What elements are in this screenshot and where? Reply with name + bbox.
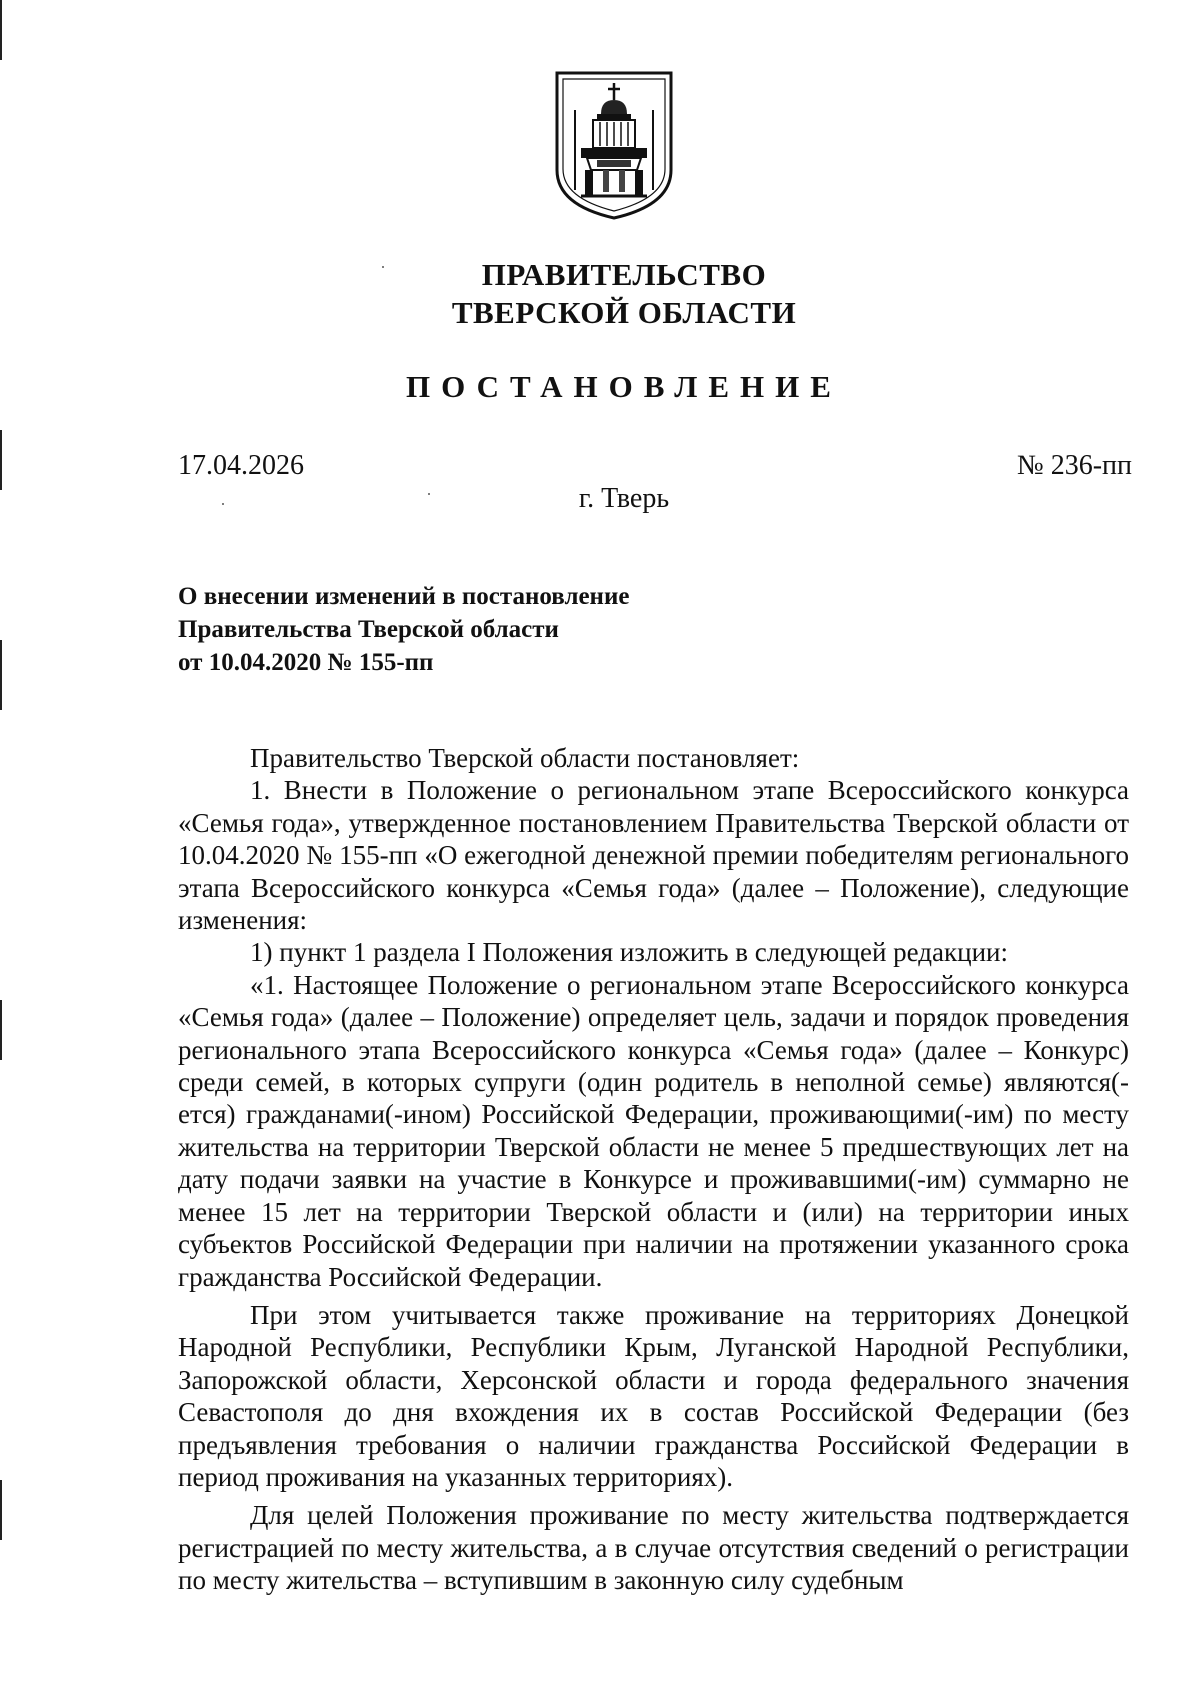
scan-edge-mark xyxy=(0,1000,2,1060)
government-name xyxy=(0,256,1200,332)
scan-edge-mark xyxy=(0,1480,2,1540)
document-number: № 236-пп xyxy=(1016,450,1132,481)
scan-edge-mark xyxy=(0,430,2,490)
subject-line3: от 10.04.2020 № 155-пп xyxy=(178,649,434,676)
body-paragraph-quoted-point1: «1. Настоящее Положение о региональном этапе Всероссийского конкурса «Семья года» (далее – Положение) определяет цель, задачи и порядок проведения регионального этапа Всероссийского конкурса «Семья года» (далее – Конкурс) среди семей, в которых супруги (один родитель в неполной семье) являются(-ется) гражданами(-ином) Российской Федерации, проживающими(-им) по месту жительства на территории Тверской области не менее 5 предшествующих лет на дату подачи заявки на участие в Конкурсе и проживавшими(-им) суммарно не менее 15 лет на территории Тверской области и (или) на территории иных субъектов Российской Федерации при наличии на протяжении указанного срока гражданства Российской Федерации. xyxy=(178,969,1129,1292)
tver-coat-of-arms-icon xyxy=(553,70,675,222)
government-name-line2: ТВЕРСКОЙ ОБЛАСТИ xyxy=(451,295,797,330)
body-paragraph-item1: 1. Внести в Положение о региональном этапе Всероссийского конкурса «Семья года», утвержденное постановлением Правительства Тверской области от 10.04.2020 № 155-пп «О ежегодной денежной премии победителям регионального этапа Всероссийского конкурса «Семья года» (далее – Положение), следующие изменения: xyxy=(178,775,1129,936)
body-paragraph-preamble: Правительство Тверской области постановляет: xyxy=(250,743,800,773)
scan-edge-mark xyxy=(0,640,2,710)
document-date: 17.04.2026 xyxy=(178,450,304,481)
subject-line2: Правительства Тверской области xyxy=(178,616,559,643)
document-city: г. Тверь xyxy=(578,483,670,514)
document-subject xyxy=(178,580,878,679)
body-paragraph-territories: При этом учитывается также проживание на территориях Донецкой Народной Республики, Республики Крым, Луганской Народной Республики, Запорожской области, Херсонской области и города федерального значения Севастополя до дня вхождения их в состав Российской Федерации (без предъявления требования о наличии гражданства Российской Федерации в период проживания на указанных территориях). xyxy=(178,1299,1129,1492)
body-paragraph-residence-proof: Для целей Положения проживание по месту жительства подтверждается регистрацией по месту жительства, а в случае отсутствия сведений о регистрации по месту жительства – вступившим в законную силу судебным xyxy=(178,1500,1129,1596)
subject-line1: О внесении изменений в постановление xyxy=(178,583,630,610)
government-name-line1: ПРАВИТЕЛЬСТВО xyxy=(481,257,767,292)
document-type: ПОСТАНОВЛЕНИЕ xyxy=(406,369,842,404)
document-body xyxy=(178,742,1129,1597)
body-paragraph-subitem1: 1) пункт 1 раздела I Положения изложить в следующей редакции: xyxy=(250,937,1008,968)
scan-edge-mark xyxy=(0,0,2,60)
